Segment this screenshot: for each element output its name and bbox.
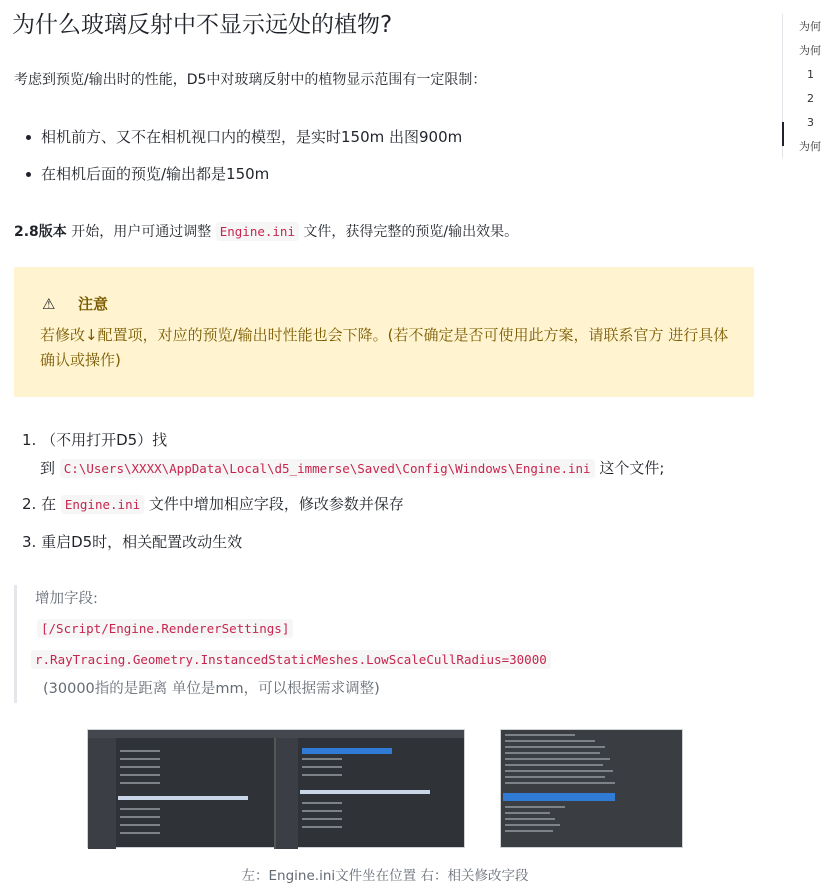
inline-code: Engine.ini	[61, 495, 144, 514]
version-text-2: 文件，获得完整的预览/输出效果。	[298, 224, 519, 240]
quote-code-line-2	[31, 650, 551, 670]
step-3: 3. 重启D5时，相关配置改动生效	[22, 533, 243, 551]
page-title: 为什么玻璃反射中不显示远处的植物?	[12, 12, 393, 38]
image-caption: 左：Engine.ini文件坐在位置 右：相关修改字段	[241, 868, 529, 884]
inline-code-path: C:\Users\XXXX\AppData\Local\d5_immerse\Saved\Config\Windows\Engine.ini	[60, 459, 595, 478]
inline-code: Engine.ini	[216, 222, 299, 241]
toc-item[interactable]: 1	[807, 68, 814, 81]
quote-note: (30000指的是距离 单位是mm，可以根据需求调整)	[43, 681, 380, 697]
callout-body: 若修改↓配置项，对应的预览/输出时性能也会下降。(若不确定是否可使用此方案，请联系官方 进行具体确认或操作)	[40, 326, 729, 369]
step-1-pre: 到	[40, 459, 60, 477]
toc-item[interactable]: 为何	[799, 20, 821, 33]
quote-code-line-1	[37, 619, 293, 639]
toc-active-marker	[782, 122, 784, 146]
toc-item[interactable]: 2	[807, 92, 814, 105]
callout-header	[42, 293, 108, 314]
code-quote-block	[14, 585, 754, 703]
toc-item[interactable]: 为何	[799, 44, 821, 57]
bullet-dot-icon	[26, 172, 31, 177]
step-1-line-1: 1. （不用打开D5）找	[22, 431, 168, 449]
callout-title: 注意	[78, 295, 109, 313]
bullet-dot-icon	[26, 135, 31, 140]
quote-label: 增加字段:	[35, 591, 98, 607]
list-item	[26, 127, 462, 147]
inline-code: r.RayTracing.Geometry.InstancedStaticMeshes.LowScaleCullRadius=30000	[31, 650, 551, 669]
step-2-post: 文件中增加相应字段，修改参数并保存	[144, 495, 404, 513]
step-1-line-2	[40, 458, 664, 479]
list-item-text: 在相机后面的预览/输出都是150m	[41, 165, 270, 183]
step-2-pre: 2. 在	[22, 495, 61, 513]
list-item-text: 相机前方、又不在相机视口内的模型，是实时150m 出图900m	[41, 128, 463, 146]
warning-icon: ⚠	[42, 295, 56, 313]
list-item	[26, 164, 269, 184]
explorer-screenshot	[87, 729, 465, 848]
ini-screenshot	[500, 729, 683, 848]
inline-code: [/Script/Engine.RendererSettings]	[37, 619, 293, 638]
toc-item[interactable]: 3	[807, 116, 814, 129]
version-bold: 2.8版本	[14, 224, 67, 240]
warning-callout	[14, 267, 754, 397]
table-of-contents	[782, 14, 823, 158]
step-1-post: 这个文件;	[594, 459, 665, 477]
version-text-1: 开始，用户可通过调整	[66, 224, 216, 240]
step-2	[22, 494, 404, 515]
intro-paragraph: 考虑到预览/输出时的性能，D5中对玻璃反射中的植物显示范围有一定限制：	[14, 72, 487, 88]
toc-item[interactable]: 为何	[799, 140, 821, 153]
version-paragraph	[14, 222, 518, 242]
